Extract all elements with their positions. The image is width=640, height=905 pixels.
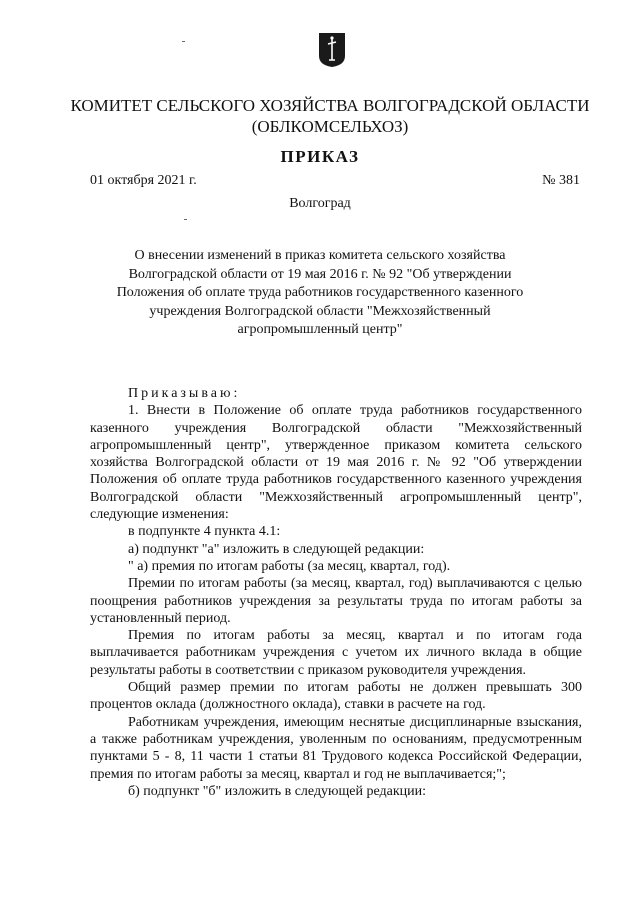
body-paragraph-6: Премия по итогам работы за месяц, квартал и по итогам года выплачивается работникам учреждения с учетом их личного вклада в общие результаты работы в соответствии с приказом руководителя учреждения. xyxy=(90,628,582,678)
document-type-title: ПРИКАЗ xyxy=(280,147,360,166)
body-paragraph-3: а) подпункт "а" изложить в следующей редакции: xyxy=(128,541,425,557)
subject-line: Волгоградской области от 19 мая 2016 г. № 92 "Об утверждении xyxy=(128,266,512,282)
document-subject xyxy=(100,247,540,340)
body-paragraph-9: б) подпункт "б" изложить в следующей редакции: xyxy=(128,783,427,799)
document-date: 01 октября 2021 г. xyxy=(90,173,197,188)
document-city: Волгоград xyxy=(289,196,351,211)
organization-short-name: (ОБЛКОМСЕЛЬХОЗ) xyxy=(251,117,409,136)
body-paragraph-1: 1. Внести в Положение об оплате труда работников государственного казенного учреждения Волгоградской области "Межхозяйственный агропромышленный центр", утвержденное приказом комитета сельского хозяйства Волгоградской области от 19 мая 2016 г. № 92 "Об утверждении Положения об оплате труда работников государственного казенного учреждения Волгоградской области "Межхозяйственный агропромышленный центр", следующие изменения: xyxy=(90,403,582,523)
subject-line: О внесении изменений в приказ комитета сельского хозяйства xyxy=(134,248,506,263)
body-paragraph-4: " а) премия по итогам работы (за месяц, квартал, год). xyxy=(128,558,451,574)
body-paragraph-5: Премии по итогам работы (за месяц, квартал, год) выплачиваются с целью поощрения работников учреждения за результаты труда по итогам работы за установленный период. xyxy=(90,576,582,626)
body-paragraph-2: в подпункте 4 пункта 4.1: xyxy=(128,524,281,540)
coat-of-arms-emblem-icon xyxy=(318,32,346,68)
body-paragraph-7: Общий размер премии по итогам работы не должен превышать 300 процентов оклада (должностного оклада), ставки в расчете на год. xyxy=(90,680,582,713)
body-paragraph-8: Работникам учреждения, имеющим неснятые дисциплинарные взыскания, а также работникам учреждения, уволенным по основаниям, предусмотренным пунктами 5 - 8, 11 части 1 статьи 81 Трудового кодекса Российской Федерации, премия по итогам работы за месяц, квартал и год не выплачивается;"; xyxy=(90,714,582,782)
subject-line: агропромышленный центр" xyxy=(237,322,403,337)
organization-name-line1: КОМИТЕТ СЕЛЬСКОГО ХОЗЯЙСТВА ВОЛГОГРАДСКОЙ ОБЛАСТИ xyxy=(70,96,590,115)
order-word: Приказываю: xyxy=(128,386,241,401)
scan-speck xyxy=(184,219,187,220)
scan-speck xyxy=(182,41,185,42)
subject-line: учреждения Волгоградской области "Межхозяйственный xyxy=(149,303,491,319)
document-number: № 381 xyxy=(542,173,580,188)
document-body xyxy=(90,385,582,800)
organization-name xyxy=(60,95,600,137)
subject-line: Положения об оплате труда работников государственного казенного xyxy=(116,285,524,300)
